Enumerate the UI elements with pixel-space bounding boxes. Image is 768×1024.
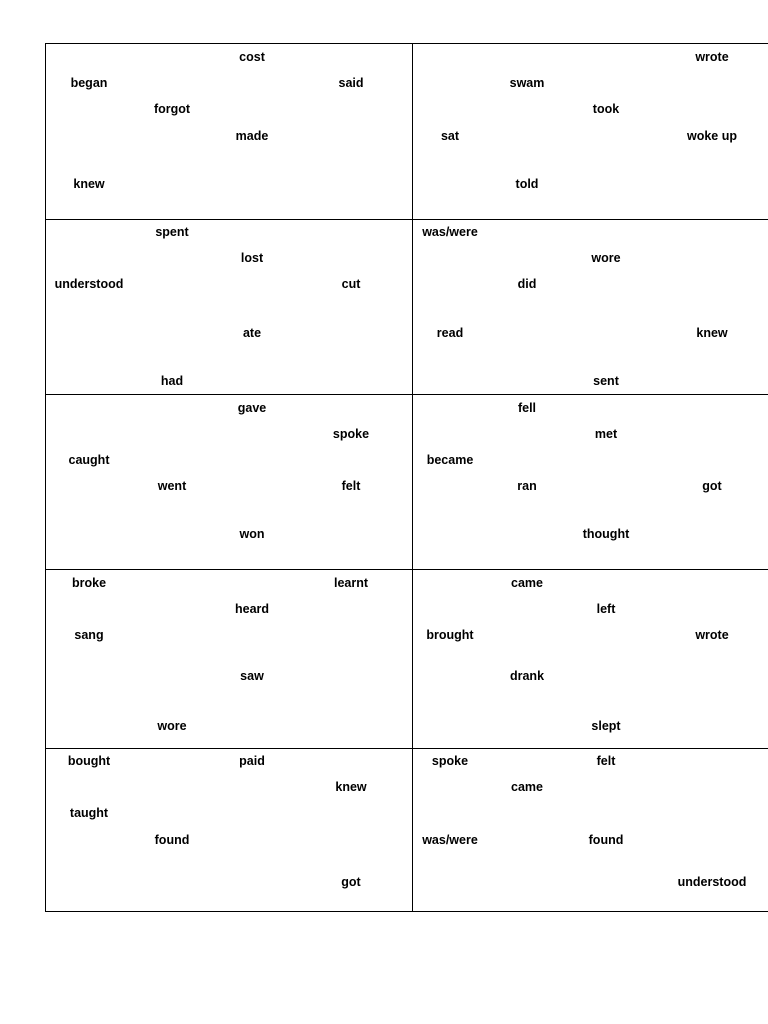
verb-word: caught (68, 453, 110, 467)
verb-word: felt (596, 754, 616, 768)
verb-word: learnt (333, 576, 369, 590)
verb-word: slept (591, 719, 621, 733)
verb-word: thought (582, 527, 630, 541)
verb-word: began (70, 76, 108, 90)
verb-word: left (596, 602, 616, 616)
verb-word: became (426, 453, 474, 467)
verb-word: understood (677, 875, 747, 889)
verb-word: got (341, 875, 361, 889)
verb-word: saw (240, 669, 264, 683)
verb-word: understood (54, 277, 124, 291)
verb-word: heard (234, 602, 270, 616)
verb-word: came (511, 576, 543, 590)
card-row-2-col-2 (412, 219, 768, 394)
verb-word: cut (341, 277, 361, 291)
verb-word: sent (593, 374, 619, 388)
verb-word: wore (591, 251, 621, 265)
verb-word: did (517, 277, 537, 291)
card-row-4-col-1 (45, 569, 412, 748)
verb-word: paid (239, 754, 265, 768)
verb-word: gave (237, 401, 267, 415)
verb-word: read (436, 326, 464, 340)
verb-word: got (702, 479, 722, 493)
verb-word: ran (517, 479, 537, 493)
verb-word: taught (69, 806, 109, 820)
verb-word: brought (426, 628, 474, 642)
verb-word: found (588, 833, 624, 847)
verb-word: sat (440, 129, 460, 143)
verb-word: ate (242, 326, 262, 340)
verb-word: broke (71, 576, 107, 590)
verb-word: sang (74, 628, 104, 642)
verb-word: won (239, 527, 265, 541)
verb-word: knew (696, 326, 728, 340)
verb-word: had (160, 374, 184, 388)
verb-word: met (594, 427, 618, 441)
verb-word: wrote (695, 50, 729, 64)
verb-word: bought (67, 754, 111, 768)
verb-word: said (338, 76, 364, 90)
verb-word: drank (509, 669, 545, 683)
verb-word: knew (73, 177, 105, 191)
flashcard-sheet (45, 43, 768, 911)
verb-word: wore (157, 719, 187, 733)
card-row-2-col-1 (45, 219, 412, 394)
verb-word: went (157, 479, 187, 493)
verb-word: spoke (332, 427, 370, 441)
verb-word: made (235, 129, 269, 143)
verb-word: took (592, 102, 620, 116)
card-row-4-col-2 (412, 569, 768, 748)
verb-word: fell (517, 401, 537, 415)
verb-word: was/were (422, 225, 478, 239)
verb-word: found (154, 833, 190, 847)
card-row-1-col-1 (45, 43, 412, 219)
verb-word: forgot (153, 102, 191, 116)
verb-word: spoke (431, 754, 469, 768)
verb-word: lost (240, 251, 264, 265)
verb-word: told (515, 177, 539, 191)
verb-word: spent (155, 225, 189, 239)
verb-word: came (511, 780, 543, 794)
verb-word: cost (239, 50, 265, 64)
verb-word: was/were (422, 833, 478, 847)
verb-word: woke up (686, 129, 738, 143)
verb-word: wrote (695, 628, 729, 642)
verb-word: knew (335, 780, 367, 794)
verb-word: felt (341, 479, 361, 493)
verb-word: swam (509, 76, 545, 90)
